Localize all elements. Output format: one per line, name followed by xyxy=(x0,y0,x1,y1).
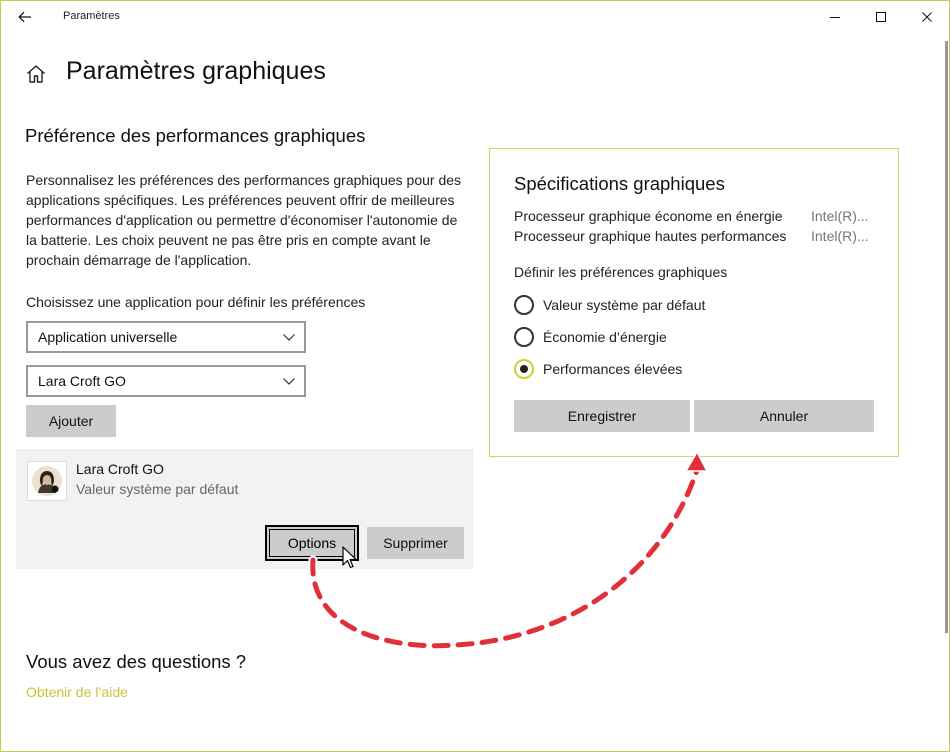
add-button[interactable]: Ajouter xyxy=(26,405,116,437)
back-button[interactable] xyxy=(7,2,43,32)
lara-croft-avatar-icon xyxy=(31,465,63,497)
panel-title: Spécifications graphiques xyxy=(514,173,725,194)
app-select-dropdown[interactable] xyxy=(26,365,306,397)
app-icon xyxy=(27,461,67,501)
page-title: Paramètres graphiques xyxy=(66,57,326,85)
app-status: Valeur système par défaut xyxy=(76,481,239,497)
radio-label: Économie d’énergie xyxy=(543,329,667,345)
options-label: Options xyxy=(269,529,355,557)
chevron-down-icon xyxy=(282,331,296,343)
graphics-specs-panel xyxy=(489,148,899,457)
radio-button[interactable] xyxy=(514,295,534,315)
radio-power-saving[interactable] xyxy=(514,327,667,347)
define-preferences-label: Définir les préférences graphiques xyxy=(514,264,728,280)
radio-label: Valeur système par défaut xyxy=(543,297,706,313)
radio-system-default[interactable] xyxy=(514,295,705,315)
window-title: Paramètres xyxy=(63,10,120,22)
spec-label: Processeur graphique économe en énergie xyxy=(514,208,783,224)
maximize-button[interactable] xyxy=(858,1,904,33)
radio-button-checked[interactable] xyxy=(514,359,534,379)
minimize-icon xyxy=(829,11,841,23)
close-button[interactable] xyxy=(904,1,950,33)
radio-label: Performances élevées xyxy=(543,361,683,377)
spec-value: Intel(R)... xyxy=(811,208,869,224)
minimize-button[interactable] xyxy=(812,1,858,33)
app-list-item[interactable] xyxy=(16,449,474,569)
remove-button[interactable]: Supprimer xyxy=(367,527,464,559)
cancel-button[interactable]: Annuler xyxy=(694,400,874,432)
radio-dot xyxy=(520,365,528,373)
radio-button[interactable] xyxy=(514,327,534,347)
arrow-left-icon xyxy=(18,11,32,23)
get-help-link[interactable]: Obtenir de l’aide xyxy=(26,684,128,700)
app-select-value: Lara Croft GO xyxy=(38,373,126,389)
home-icon[interactable] xyxy=(25,63,47,85)
mouse-cursor-icon xyxy=(342,546,358,570)
scrollbar[interactable] xyxy=(945,41,948,633)
close-icon xyxy=(921,11,933,23)
maximize-icon xyxy=(875,11,887,23)
radio-high-performance[interactable] xyxy=(514,359,682,379)
app-type-value: Application universelle xyxy=(38,329,178,345)
spec-label: Processeur graphique hautes performances xyxy=(514,228,787,244)
choose-app-label: Choisissez une application pour définir les préférences xyxy=(26,294,366,310)
section-description: Personnalisez les préférences des performances graphiques pour des applications spécifiques. Les préférences peuvent offrir de meilleures performances d'application ou permettre d'économiser l'autonomie de la batterie. Les choix peuvent ne pas être pris en compte avant le prochain démarrage de l'application. xyxy=(26,172,462,268)
app-type-dropdown[interactable] xyxy=(26,321,306,353)
app-name: Lara Croft GO xyxy=(76,461,164,477)
help-title: Vous avez des questions ? xyxy=(26,651,247,672)
section-title: Préférence des performances graphiques xyxy=(25,125,366,146)
spec-value: Intel(R)... xyxy=(811,228,869,244)
save-button[interactable]: Enregistrer xyxy=(514,400,690,432)
chevron-down-icon xyxy=(282,375,296,387)
